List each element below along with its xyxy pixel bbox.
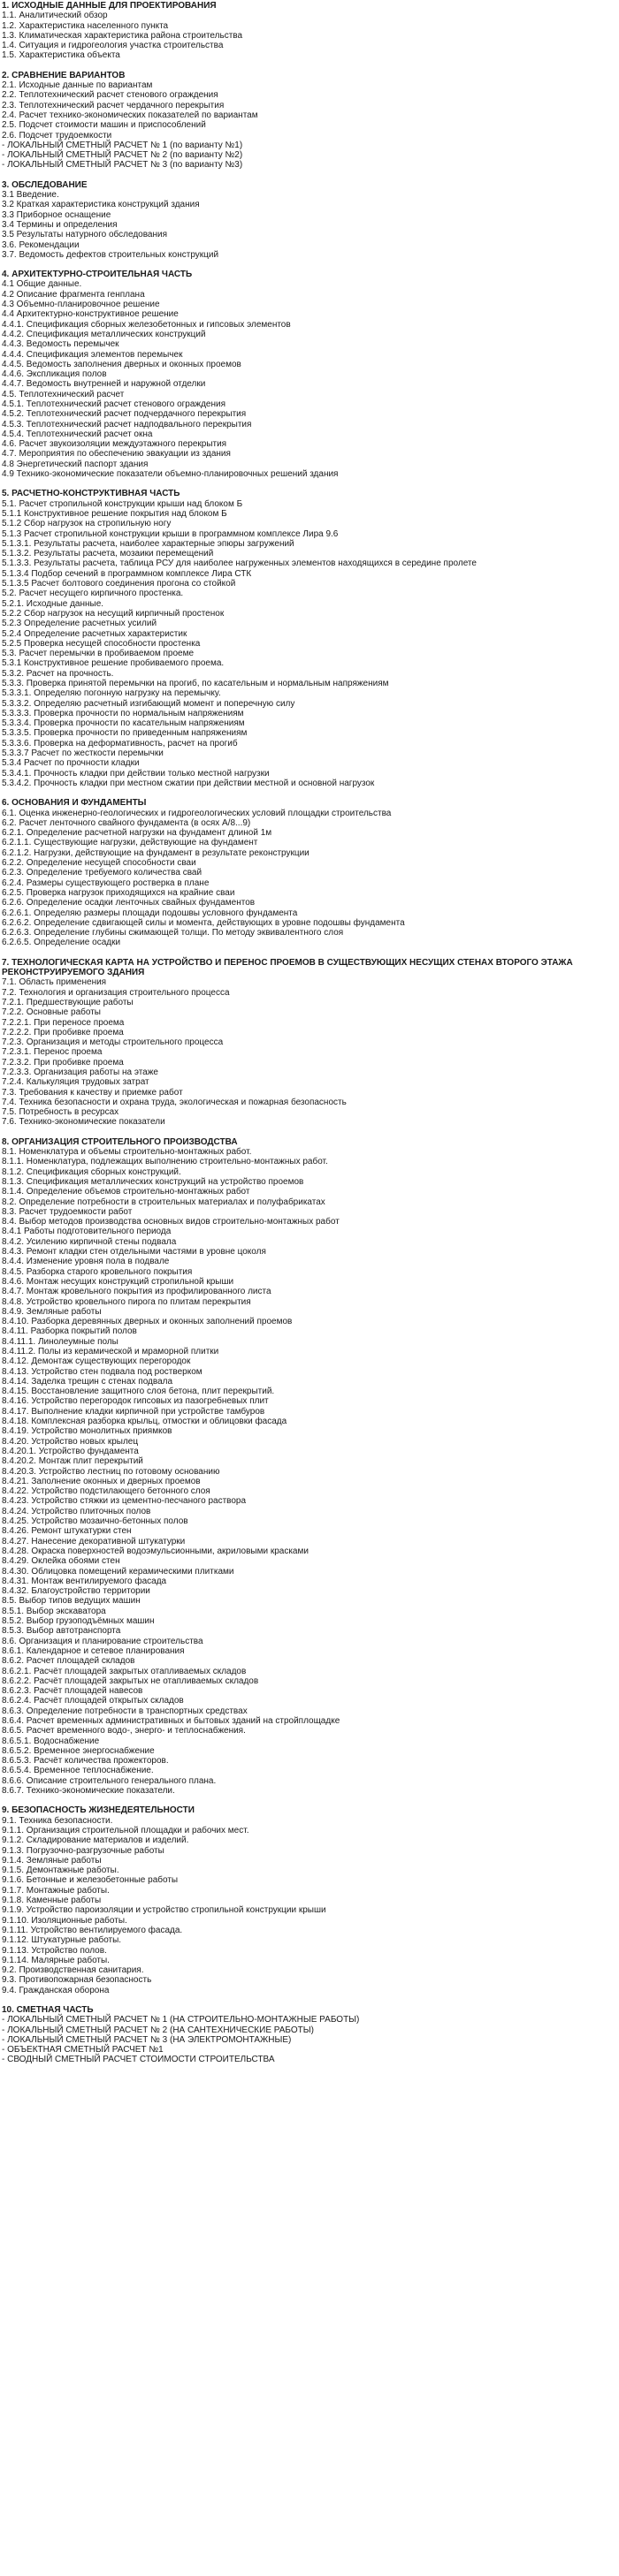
toc-item: 3.3 Приборное оснащение <box>2 209 111 220</box>
toc-item: 5.3.3.7 Расчет по жесткости перемычки <box>2 748 164 759</box>
toc-item: 3.6. Рекомендации <box>2 239 80 250</box>
section-title: 9. БЕЗОПАСНОСТЬ ЖИЗНЕДЕЯТЕЛЬНОСТИ <box>2 1805 195 1816</box>
toc-item: - ЛОКАЛЬНЫЙ СМЕТНЫЙ РАСЧЕТ № 1 (по варианту №1) <box>2 140 243 150</box>
toc-item: 8.6.5.4. Временное теплоснабжение. <box>2 1766 154 1776</box>
toc-item: 7.2.3. Организация и методы строительного процесса <box>2 1037 224 1048</box>
toc-item: 5.3.3.2. Определяю расчетный изгибающий момент и поперечную силу <box>2 698 295 709</box>
toc-item: 8.6.2.2. Расчёт площадей закрытых не отапливаемых складов <box>2 1676 259 1686</box>
toc-item: 9.1.11. Устройство вентилируемого фасада. <box>2 1925 183 1935</box>
toc-item: 4.2 Описание фрагмента генплана <box>2 289 145 300</box>
toc-item: 4.5.3. Теплотехнический расчет надподвального перекрытия <box>2 419 252 429</box>
toc-item: 7.2.3.3. Организация работы на этаже <box>2 1067 158 1077</box>
toc-section <box>2 71 617 171</box>
toc-section <box>2 2005 617 2065</box>
section-spacer <box>2 948 617 958</box>
toc-item: 7.3. Требования к качеству и приемке работ <box>2 1087 183 1098</box>
toc-item: 5.2.3 Определение расчетных усилий <box>2 619 157 629</box>
toc-item: 5.2.2 Сбор нагрузок на несущий кирпичный простенок <box>2 608 225 619</box>
toc-item: 8.1. Номенклатура и объемы строительно-монтажных работ. <box>2 1147 252 1158</box>
toc-item: 8.4.20.3. Устройство лестниц по готовому основанию <box>2 1466 220 1477</box>
toc-item: 3.4 Термины и определения <box>2 219 118 230</box>
section-title: 2. СРАВНЕНИЕ ВАРИАНТОВ <box>2 70 126 80</box>
toc-item: 9.1.5. Демонтажные работы. <box>2 1866 119 1876</box>
toc-item: 6.1. Оценка инженерно-геологических и гидрогеологических условий площадки строительства <box>2 808 392 818</box>
toc-item: 4.4.3. Ведомость перемычек <box>2 339 119 350</box>
toc-item: 3.2 Краткая характеристика конструкций здания <box>2 200 200 210</box>
toc-item: 8.5. Выбор типов ведущих машин <box>2 1596 141 1607</box>
toc-item: 4.4.4. Спецификация элементов перемычек <box>2 349 183 360</box>
toc-item: 8.4.7. Монтаж кровельного покрытия из профилированного листа <box>2 1287 271 1297</box>
toc-item: 6.2.5. Проверка нагрузок приходящихся на крайние сваи <box>2 887 235 898</box>
toc-item: 6.2.1.1. Существующие нагрузки, действующие на фундамент <box>2 838 258 848</box>
toc-item: 5.3.3.3. Проверка прочности по нормальным напряжениям <box>2 708 244 718</box>
section-title: 8. ОРГАНИЗАЦИЯ СТРОИТЕЛЬНОГО ПРОИЗВОДСТВА <box>2 1136 238 1147</box>
toc-item: 8.6.5.1. Водоснабжение <box>2 1736 100 1746</box>
toc-item: 1.5. Характеристика объекта <box>2 50 120 61</box>
toc-item: 4.4.1. Спецификация сборных железобетонных и гипсовых элементов <box>2 319 291 330</box>
toc-item: 9.1.1. Организация строительной площадки и рабочих мест. <box>2 1825 249 1835</box>
toc-item: 9.1.12. Штукатурные работы. <box>2 1935 122 1946</box>
toc-item: 1.4. Ситуация и гидрогеология участка строительства <box>2 41 224 51</box>
toc-item: 4.3 Объемно-планировочное решение <box>2 300 160 310</box>
toc-section <box>2 1 617 61</box>
toc-item: 2.4. Расчет технико-экономических показателей по вариантам <box>2 110 258 120</box>
toc-item: 7.2.2. Основные работы <box>2 1007 101 1018</box>
toc-item: 8.4.11.2. Полы из керамической и мраморной плитки <box>2 1347 219 1356</box>
toc-item: 8.6.6. Описание строительного генерального плана. <box>2 1775 217 1786</box>
toc-item: 6.2.6.5. Определение осадки <box>2 938 121 948</box>
toc-item: 9.1.8. Каменные работы <box>2 1896 102 1906</box>
toc-item: 8.4.2. Усилению кирпичной стены подвала <box>2 1236 177 1247</box>
toc-item: 8.6. Организация и планирование строительства <box>2 1636 203 1646</box>
section-title: 6. ОСНОВАНИЯ И ФУНДАМЕНТЫ <box>2 798 147 809</box>
toc-item: 8.1.4. Определение объемов строительно-монтажных работ <box>2 1187 250 1197</box>
toc-item: 5.3.4.1. Прочность кладки при действии только местной нагрузки <box>2 768 270 779</box>
toc-item: 6.2.4. Размеры существующего ростверка в плане <box>2 878 210 888</box>
toc-item: 2.3. Теплотехнический расчет чердачного перекрытия <box>2 100 225 110</box>
toc-item: - ЛОКАЛЬНЫЙ СМЕТНЫЙ РАСЧЕТ № 3 (НА ЭЛЕКТРОМОНТАЖНЫЕ) <box>2 2034 292 2045</box>
toc-item: 8.4.28. Окраска поверхностей водоэмульсионными, акриловыми красками <box>2 1546 309 1556</box>
toc-item: 5.3.3. Проверка принятой перемычки на прогиб, по касательным и нормальным напряжениям <box>2 679 389 688</box>
toc-item: 5.1.3.1. Результаты расчета, наиболее характерные эпюры загружений <box>2 538 294 549</box>
toc-item: 7.2.1. Предшествующие работы <box>2 997 134 1007</box>
toc-item: 9.1.3. Погрузочно-разгрузочные работы <box>2 1845 164 1856</box>
toc-item: 7.2.3.2. При пробивке проема <box>2 1057 124 1068</box>
toc-item: 6.2.6. Определение осадки ленточных свайных фундаментов <box>2 898 256 908</box>
toc-item: 4.9 Технико-экономические показатели объемно-планировочных решений здания <box>2 469 339 480</box>
toc-item: 8.5.2. Выбор грузоподъёмных машин <box>2 1616 155 1627</box>
toc-item: 7.1. Область применения <box>2 977 107 988</box>
toc-item: 8.2. Определение потребности в строительных материалах и полуфабрикатах <box>2 1197 325 1207</box>
toc-item: 8.6.4. Расчет временных административных и бытовых зданий на стройплощадке <box>2 1715 340 1726</box>
toc-item: 3.5 Результаты натурного обследования <box>2 230 168 240</box>
toc-item: 5.2.5 Проверка несущей способности простенка <box>2 638 201 649</box>
toc-item: 5.3.2. Расчет на прочность. <box>2 668 114 679</box>
section-spacer <box>2 1796 617 1805</box>
toc-item: 8.6.3. Определение потребности в транспортных средствах <box>2 1706 248 1716</box>
section-spacer <box>2 1995 617 2005</box>
toc-item: 5.1.3.4 Подбор сечений в программном комплексе Лира СТК <box>2 568 252 579</box>
toc-item: - ЛОКАЛЬНЫЙ СМЕТНЫЙ РАСЧЕТ № 2 (по варианту №2) <box>2 150 243 161</box>
toc-item: 2.1. Исходные данные по вариантам <box>2 80 153 91</box>
toc-item: 8.4.30. Облицовка помещений керамическими плитками <box>2 1566 234 1577</box>
toc-item: 4.8 Энергетический паспорт здания <box>2 459 149 469</box>
toc-item: 7.6. Технико-экономические показатели <box>2 1117 165 1128</box>
toc-item: 9.1.14. Малярные работы. <box>2 1955 110 1965</box>
toc-item: 8.6.5.2. Временное энергоснабжение <box>2 1745 155 1756</box>
toc-item: 5.3.3.6. Проверка на деформативность, расчет на прогиб <box>2 738 238 748</box>
toc-item: 8.4.32. Благоустройство территории <box>2 1586 150 1597</box>
toc-item: 8.4.31. Монтаж вентилируемого фасада <box>2 1576 167 1586</box>
toc-item: 8.4.17. Выполнение кладки кирпичной при устройстве тамбуров <box>2 1406 265 1417</box>
toc-item: 4.4.7. Ведомость внутренней и наружной отделки <box>2 379 206 390</box>
toc-item: 7.2.2.1. При переносе проема <box>2 1017 125 1028</box>
toc-item: 5.3.4.2. Прочность кладки при местном сжатии при действии местной и основной нагрузок <box>2 778 375 788</box>
toc-item: 5.1.1 Конструктивное решение покрытия над блоком Б <box>2 508 227 519</box>
toc-item: 8.4.26. Ремонт штукатурки стен <box>2 1526 132 1537</box>
toc-item: 8.5.3. Выбор автотранспорта <box>2 1626 121 1637</box>
toc-item: 8.4.20. Устройство новых крылец <box>2 1436 139 1447</box>
toc-section <box>2 489 617 788</box>
toc-section <box>2 1137 617 1797</box>
toc-item: 6.2.1. Определение расчетной нагрузки на фундамент длиной 1м <box>2 828 272 839</box>
toc-item: 5.3.4 Расчет по прочности кладки <box>2 758 140 769</box>
toc-item: 8.4.11. Разборка покрытий полов <box>2 1326 137 1337</box>
toc-item: 8.6.2. Расчет площадей складов <box>2 1656 135 1667</box>
toc-section <box>2 180 617 260</box>
toc-item: 8.4.20.1. Устройство фундамента <box>2 1446 139 1456</box>
toc-item: 8.4.9. Земляные работы <box>2 1306 102 1317</box>
toc-item: 5.3. Расчет перемычки в пробиваемом проеме <box>2 649 195 659</box>
toc-item: 8.4.18. Комплексная разборка крыльц, отмостки и облицовки фасада <box>2 1417 287 1427</box>
toc-item: 8.6.1. Календарное и сетевое планирования <box>2 1645 185 1656</box>
toc-section <box>2 958 617 1128</box>
toc-item: 8.4.21. Заполнение оконных и дверных проемов <box>2 1476 201 1486</box>
toc-item: 5.3.3.4. Проверка прочности по касательным напряжениям <box>2 718 245 729</box>
toc-item: 4.6. Расчет звукоизоляции междуэтажного перекрытия <box>2 439 227 450</box>
toc-item: - ЛОКАЛЬНЫЙ СМЕТНЫЙ РАСЧЕТ № 1 (НА СТРОИТЕЛЬНО-МОНТАЖНЫЕ РАБОТЫ) <box>2 2015 360 2025</box>
section-title: 7. ТЕХНОЛОГИЧЕСКАЯ КАРТА НА УСТРОЙСТВО И ПЕРЕНОС ПРОЕМОВ В СУЩЕСТВУЮЩИХ НЕСУЩИХ СТЕНАХ ВТОРОГО ЭТАЖА РЕКОНСТРУИРУЕМОГО ЗДАНИЯ <box>2 957 573 978</box>
toc-item: 9.1.4. Земляные работы <box>2 1855 102 1866</box>
toc-item: 6.2.3. Определение требуемого количества свай <box>2 868 203 878</box>
section-spacer <box>2 61 617 71</box>
toc-item: 5.1.3.3. Результаты расчета, таблица РСУ для наиболее нагруженных элементов находящихся в середине пролете <box>2 559 477 569</box>
toc-item: 8.4.5. Разборка старого кровельного покрытия <box>2 1266 193 1277</box>
toc-item: 8.6.7. Технико-экономические показатели. <box>2 1786 175 1797</box>
toc-item: 9.1.10. Изоляционные работы. <box>2 1915 127 1926</box>
toc-item: 4.4.2. Спецификация металлических конструкций <box>2 329 206 339</box>
toc-item: 8.6.5.3. Расчёт количества прожекторов. <box>2 1756 169 1767</box>
toc-item: 8.4.16. Устройство перегородок гипсовых из пазогребневых плит <box>2 1396 269 1407</box>
toc-item: 9.1.9. Устройство пароизоляции и устройство стропильной конструкции крыши <box>2 1905 326 1916</box>
toc-item: 4.4 Архитектурно-конструктивное решение <box>2 309 179 320</box>
toc-item: 8.6.2.1. Расчёт площадей закрытых отапливаемых складов <box>2 1666 247 1676</box>
toc-item: 7.2.3.1. Перенос проема <box>2 1047 103 1058</box>
toc-item: 3.1 Введение. <box>2 190 59 201</box>
toc-item: 8.4.24. Устройство плиточных полов <box>2 1506 151 1516</box>
toc-item: 8.4.20.2. Монтаж плит перекрытий <box>2 1456 143 1467</box>
section-title: 5. РАСЧЕТНО-КОНСТРУКТИВНАЯ ЧАСТЬ <box>2 489 180 499</box>
toc-item: 4.4.5. Ведомость заполнения дверных и оконных проемов <box>2 359 241 369</box>
toc-item: 8.4.1 Работы подготовительного периода <box>2 1227 172 1237</box>
toc-item: 8.4.23. Устройство стяжки из цементно-песчаного раствора <box>2 1496 247 1507</box>
toc-item: 1.1. Аналитический обзор <box>2 11 108 21</box>
toc-item: 6.2.6.2. Определение сдвигающей силы и момента, действующих в уровне подошвы фундамента <box>2 917 405 928</box>
toc-item: 9.4. Гражданская оборона <box>2 1985 110 1995</box>
toc-item: 9.1.7. Монтажные работы. <box>2 1885 110 1896</box>
toc-item: 4.7. Мероприятия по обеспечению эвакуации из здания <box>2 449 231 460</box>
toc-item: - ЛОКАЛЬНЫЙ СМЕТНЫЙ РАСЧЕТ № 3 (по варианту №3) <box>2 160 243 171</box>
toc-item: 4.5.4. Теплотехнический расчет окна <box>2 429 153 439</box>
toc-item: 2.5. Подсчет стоимости машин и приспособлений <box>2 120 206 131</box>
section-title: 1. ИСХОДНЫЕ ДАННЫЕ ДЛЯ ПРОЕКТИРОВАНИЯ <box>2 1 217 11</box>
toc-section <box>2 270 617 479</box>
toc-item: 5.3.1 Конструктивное решение пробиваемого проема. <box>2 658 225 669</box>
toc-item: 4.1 Общие данные. <box>2 279 82 290</box>
section-title: 3. ОБСЛЕДОВАНИЕ <box>2 179 88 190</box>
toc-item: 6.2.6.1. Определяю размеры площади подошвы условного фундамента <box>2 908 298 918</box>
toc-item: 7.2.4. Калькуляция трудовых затрат <box>2 1077 149 1088</box>
toc-item: 8.4.11.1. Линолеумные полы <box>2 1336 118 1347</box>
toc-item: 6.2.6.3. Определение глубины сжимающей толщи. По методу эквивалентного слоя <box>2 928 344 938</box>
toc-item: 5.2. Расчет несущего кирпичного простенка. <box>2 589 184 599</box>
toc-item: 4.4.6. Экспликация полов <box>2 369 107 380</box>
toc-item: 5.1.2 Сбор нагрузок на стропильную ногу <box>2 519 172 529</box>
toc-item: 3.7. Ведомость дефектов строительных конструкций <box>2 249 219 260</box>
toc-item: 2.2. Теплотехнический расчет стенового ограждения <box>2 90 218 101</box>
toc-item: 9.1.6. Бетонные и железобетонные работы <box>2 1875 179 1886</box>
toc-item: 8.4.4. Изменение уровня пола в подвале <box>2 1257 170 1267</box>
section-spacer <box>2 788 617 798</box>
toc-item: 8.4.12. Демонтаж существующих перегородок <box>2 1356 191 1367</box>
toc-item: 5.1.3.5 Расчет болтового соединения прогона со стойкой <box>2 579 236 589</box>
toc-item: 8.4.27. Нанесение декоративной штукатурки <box>2 1536 186 1546</box>
toc-item: 8.4.3. Ремонт кладки стен отдельными частями в уровне цоколя <box>2 1247 266 1258</box>
section-spacer <box>2 479 617 489</box>
section-title: 4. АРХИТЕКТУРНО-СТРОИТЕЛЬНАЯ ЧАСТЬ <box>2 270 193 280</box>
toc-item: 7.5. Потребность в ресурсах <box>2 1107 119 1118</box>
toc-item: 7.2.2.2. При пробивке проема <box>2 1027 124 1037</box>
toc-item: 5.2.1. Исходные данные. <box>2 598 104 609</box>
toc-item: 8.4.14. Заделка трещин с стенах подвала <box>2 1376 173 1387</box>
section-spacer <box>2 1128 617 1137</box>
toc-item: - ЛОКАЛЬНЫЙ СМЕТНЫЙ РАСЧЕТ № 2 (НА САНТЕХНИЧЕСКИЕ РАБОТЫ) <box>2 2025 314 2035</box>
toc-section <box>2 1805 617 1995</box>
toc-item: 5.2.4 Определение расчетных характеристик <box>2 628 187 639</box>
toc-item: 5.1. Расчет стропильной конструкции крыши над блоком Б <box>2 498 243 509</box>
toc-item: 8.4.8. Устройство кровельного пирога по плитам перекрытия <box>2 1296 251 1307</box>
toc-item: 8.1.1. Номенклатура, подлежащих выполнению строительно-монтажных работ. <box>2 1157 328 1167</box>
toc-item: 8.4.10. Разборка деревянных дверных и оконных заполнений проемов <box>2 1317 293 1327</box>
toc-item: 1.2. Характеристика населенного пункта <box>2 20 169 31</box>
toc-item: 9.1.13. Устройство полов. <box>2 1945 107 1956</box>
toc-item: 8.4. Выбор методов производства основных видов строительно-монтажных работ <box>2 1217 340 1227</box>
toc-item: 4.5.1. Теплотехнический расчет стенового ограждения <box>2 399 226 409</box>
toc-item: 8.1.2. Спецификация сборных конструкций. <box>2 1166 181 1177</box>
toc-item: 5.1.3 Расчет стропильной конструкции крыши в программном комплексе Лира 9.6 <box>2 528 339 539</box>
toc-item: 6.2.2. Определение несущей способности сваи <box>2 858 196 869</box>
toc-item: 8.4.29. Оклейка обоями стен <box>2 1556 120 1567</box>
toc-item: 2.6. Подсчет трудоемкости <box>2 130 112 141</box>
toc-item: 8.3. Расчет трудоемкости работ <box>2 1206 133 1217</box>
section-spacer <box>2 171 617 180</box>
section-title: 10. СМЕТНАЯ ЧАСТЬ <box>2 2005 94 2015</box>
toc-item: 5.1.3.2. Результаты расчета, мозаики перемещений <box>2 549 214 559</box>
toc-item: 1.3. Климатическая характеристика района строительства <box>2 30 243 41</box>
toc-item: 9.1. Техника безопасности. <box>2 1815 113 1826</box>
toc-item: 8.4.22. Устройство подстилающего бетонного слоя <box>2 1486 210 1497</box>
toc-item: 6.2. Расчет ленточного свайного фундамента (в осях А/8...9) <box>2 817 251 828</box>
toc-item: 8.4.13. Устройство стен подвала под ростверком <box>2 1366 203 1377</box>
toc-item: 5.3.3.1. Определяю погонную нагрузку на перемычку. <box>2 688 221 699</box>
toc-item: 8.4.25. Устройство мозаично-бетонных полов <box>2 1516 188 1527</box>
toc-item: 4.5. Теплотехнический расчет <box>2 389 125 399</box>
toc-item: 8.6.2.3. Расчёт площадей навесов <box>2 1686 143 1697</box>
toc-item: 5.3.3.5. Проверка прочности по приведенным напряжениям <box>2 728 248 739</box>
toc-item: 8.6.5. Расчет временного водо-, энерго- и теплоснабжения. <box>2 1726 246 1736</box>
toc-item: 8.4.15. Восстановление защитного слоя бетона, плит перекрытий. <box>2 1387 275 1397</box>
toc-item: 9.2. Производственная санитария. <box>2 1965 144 1976</box>
section-spacer <box>2 260 617 270</box>
toc-item: 8.4.6. Монтаж несущих конструкций стропильной крыши <box>2 1276 234 1287</box>
toc-item: 8.4.19. Устройство монолитных приямков <box>2 1426 172 1437</box>
toc-item: 8.6.2.4. Расчёт площадей открытых складов <box>2 1696 184 1706</box>
toc-item: - ОБЪЕКТНАЯ СМЕТНЫЙ РАСЧЕТ №1 <box>2 2045 164 2055</box>
toc-item: 8.1.3. Спецификация металлических конструкций на устройство проемов <box>2 1176 304 1187</box>
toc-item: 9.1.2. Складирование материалов и изделий. <box>2 1835 189 1846</box>
toc-item: 9.3. Противопожарная безопасность <box>2 1975 152 1986</box>
toc-item: 4.5.2. Теплотехнический расчет подчердачного перекрытия <box>2 409 247 420</box>
toc-item: 7.4. Техника безопасности и охрана труда, экологическая и пожарная безопасность <box>2 1097 347 1107</box>
toc-item: 8.5.1. Выбор экскаватора <box>2 1606 106 1616</box>
toc-item: - СВОДНЫЙ СМЕТНЫЙ РАСЧЕТ СТОИМОСТИ СТРОИТЕЛЬСТВА <box>2 2055 275 2065</box>
toc-item: 7.2. Технология и организация строительного процесса <box>2 987 230 998</box>
toc-section <box>2 798 617 947</box>
toc-item: 6.2.1.2. Нагрузки, действующие на фундамент в результате реконструкции <box>2 847 310 858</box>
